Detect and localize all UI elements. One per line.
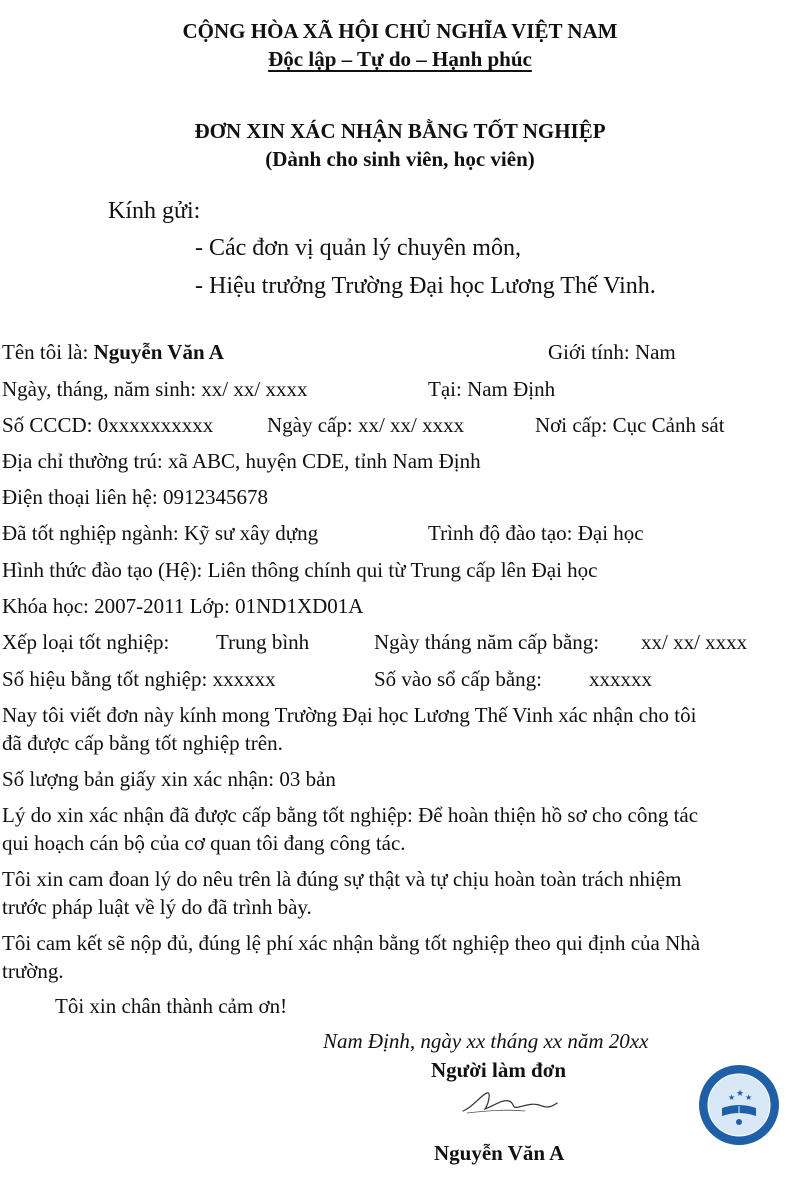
- name-value: Nguyễn Văn A: [93, 340, 224, 364]
- issue-place: Nơi cấp: Cục Cảnh sát: [535, 413, 725, 437]
- recipient-2: - Hiệu trưởng Trường Đại học Lương Thế Vinh.: [195, 273, 656, 299]
- id-number: Số CCCD: 0xxxxxxxxxx: [2, 413, 214, 437]
- certificate-number: Số hiệu bằng tốt nghiệp: xxxxxx: [2, 667, 276, 691]
- salutation-greeting: Kính gửi:: [108, 198, 201, 224]
- fee-line-2: trường.: [2, 959, 64, 983]
- handwritten-signature: [455, 1085, 565, 1125]
- recipient-1: - Các đơn vị quản lý chuyên môn,: [195, 235, 521, 261]
- svg-text:★: ★: [728, 1093, 736, 1102]
- thanks: Tôi xin chân thành cảm ơn!: [55, 994, 288, 1018]
- register-label: Số vào sổ cấp bằng:: [374, 667, 542, 691]
- grade-value: Trung bình: [216, 630, 310, 654]
- signer-name: Nguyễn Văn A: [434, 1141, 565, 1165]
- name-line: [2, 339, 224, 365]
- watermark-badge-icon: [698, 1064, 780, 1146]
- nation-header: CỘNG HÒA XÃ HỘI CHỦ NGHĨA VIỆT NAM: [182, 19, 618, 43]
- request-line-2: đã được cấp bằng tốt nghiệp trên.: [2, 731, 283, 755]
- place-and-date: Nam Định, ngày xx tháng xx năm 20xx: [323, 1029, 649, 1053]
- cert-date-value: xx/ xx/ xxxx: [641, 630, 748, 654]
- birthplace: Tại: Nam Định: [428, 377, 556, 401]
- cert-date-label: Ngày tháng năm cấp bằng:: [374, 630, 600, 654]
- document-title: ĐƠN XIN XÁC NHẬN BẰNG TỐT NGHIỆP: [194, 119, 606, 143]
- reason-line-1: Lý do xin xác nhận đã được cấp bằng tốt nghiệp: Để hoàn thiện hồ sơ cho công tác: [2, 803, 699, 827]
- date-of-birth: Ngày, tháng, năm sinh: xx/ xx/ xxxx: [2, 377, 308, 401]
- phone: Điện thoại liên hệ: 0912345678: [2, 485, 268, 509]
- issue-date: Ngày cấp: xx/ xx/ xxxx: [267, 413, 465, 437]
- fee-line-1: Tôi cam kết sẽ nộp đủ, đúng lệ phí xác nhận bằng tốt nghiệp theo qui định của Nhà: [2, 931, 701, 955]
- svg-text:★: ★: [745, 1093, 753, 1102]
- copies: Số lượng bản giấy xin xác nhận: 03 bản: [2, 767, 336, 791]
- request-line-1: Nay tôi viết đơn này kính mong Trường Đại học Lương Thế Vinh xác nhận cho tôi: [2, 703, 697, 727]
- course-class: Khóa học: 2007-2011 Lớp: 01ND1XD01A: [2, 594, 364, 618]
- name-label: Tên tôi là:: [2, 340, 94, 364]
- training-mode: Hình thức đào tạo (Hệ): Liên thông chính qui từ Trung cấp lên Đại học: [2, 558, 598, 582]
- training-level: Trình độ đào tạo: Đại học: [428, 521, 644, 545]
- pledge-line-1: Tôi xin cam đoan lý do nêu trên là đúng sự thật và tự chịu hoàn toàn trách nhiệm: [2, 867, 682, 891]
- grade-label: Xếp loại tốt nghiệp:: [2, 630, 170, 654]
- document-subtitle: (Dành cho sinh viên, học viên): [265, 147, 535, 171]
- applicant-role: Người làm đơn: [431, 1058, 567, 1082]
- address: Địa chỉ thường trú: xã ABC, huyện CDE, tỉnh Nam Định: [2, 449, 481, 473]
- major: Đã tốt nghiệp ngành: Kỹ sư xây dựng: [2, 521, 319, 545]
- gender: Giới tính: Nam: [548, 340, 676, 364]
- svg-text:★: ★: [736, 1089, 745, 1099]
- pledge-line-2: trước pháp luật về lý do đã trình bày.: [2, 895, 312, 919]
- reason-line-2: qui hoạch cán bộ của cơ quan tôi đang công tác.: [2, 831, 406, 855]
- register-value: xxxxxx: [589, 667, 652, 691]
- motto: Độc lập – Tự do – Hạnh phúc: [268, 47, 532, 71]
